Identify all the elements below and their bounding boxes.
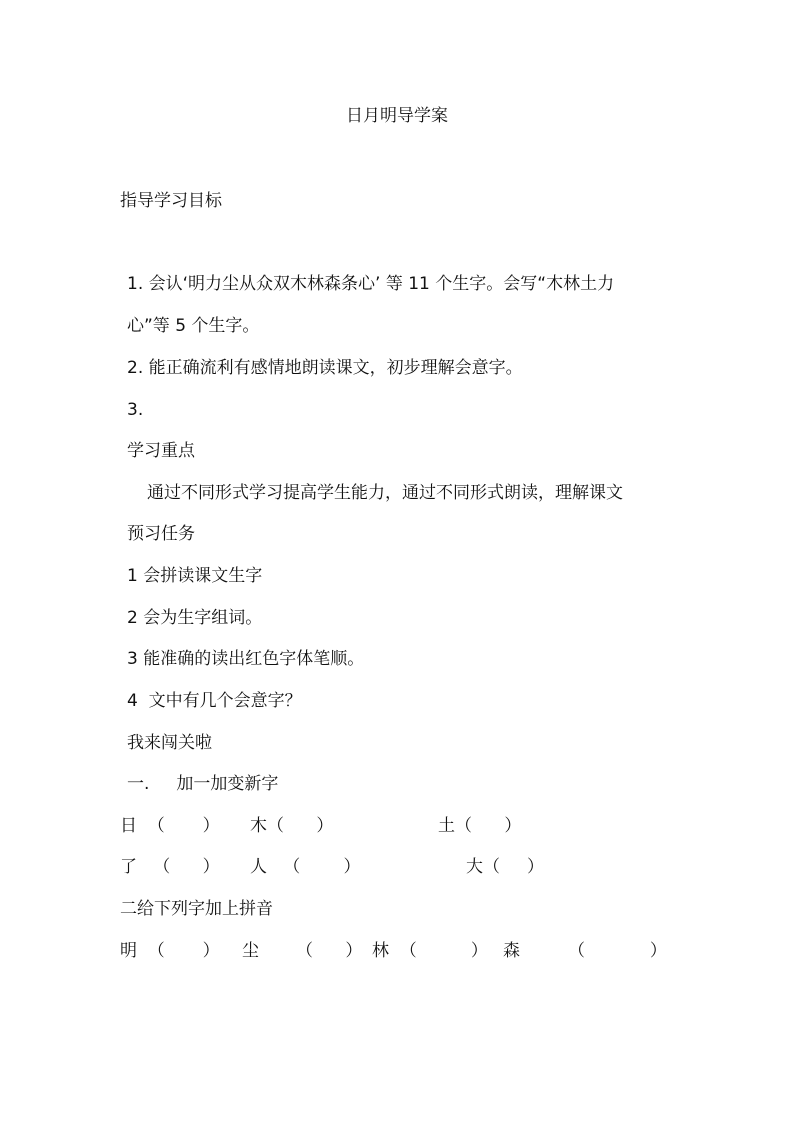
objective-item-3: 3. [127,400,144,420]
part2-item-4-char: 森 [503,941,520,961]
part1-row1-item-3: 土（ ） [438,816,522,836]
page-title: 日月明导学案 [346,106,448,126]
part2-item-3: 林 （ ） [372,941,488,961]
objective-item-1-line-1: 1. 会认‘明力尘从众双木林森条心’ 等 11 个生字。会写“木林土力 [127,274,615,294]
part1-row2-item-1: 了 （ ） [120,857,220,877]
objectives-heading: 指导学习目标 [120,191,222,211]
part1-row2-item-2: 人 （ ） [250,857,361,877]
focus-text: 通过不同形式学习提高学生能力，通过不同形式朗读，理解课文 [147,483,623,503]
part2-item-1: 明 （ ） [120,941,220,961]
part1-title: 一. 加一加变新字 [127,774,279,794]
preview-task-2: 2 会为生字组词。 [127,608,263,628]
part1-row2-item-3: 大（ ） [466,857,545,877]
part1-row1-item-1: 日 （ ） [120,816,220,836]
part2-item-2-blank: （ ） [296,941,363,961]
part2-item-4-blank: （ ） [568,941,667,961]
part1-row1-item-2: 木（ ） [250,816,334,836]
part2-item-2-char: 尘 [242,941,259,961]
preview-task-4: 4 文中有几个会意字？ [127,691,302,711]
preview-task-3: 3 能准确的读出红色字体笔顺。 [127,649,365,669]
preview-heading: 预习任务 [127,524,195,544]
focus-heading: 学习重点 [127,441,195,461]
objective-item-2: 2. 能正确流利有感情地朗读课文，初步理解会意字。 [127,358,523,378]
objective-item-1-line-2: 心”等 5 个生字。 [127,316,260,336]
preview-task-1: 1 会拼读课文生字 [127,566,263,586]
challenge-heading: 我来闯关啦 [127,733,212,753]
part2-title: 二给下列字加上拼音 [120,899,273,919]
